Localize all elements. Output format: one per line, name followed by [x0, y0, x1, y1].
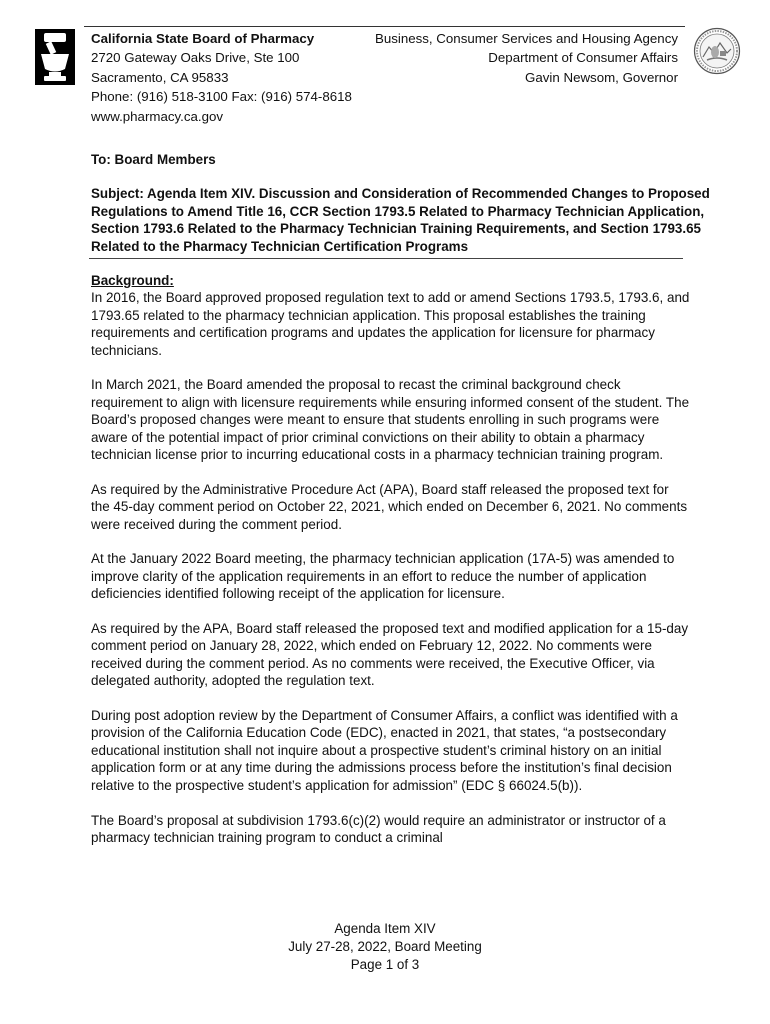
phone-fax: Phone: (916) 518-3100 Fax: (916) 574-8618 — [91, 89, 352, 105]
paragraph-1: In 2016, the Board approved proposed regulation text to add or amend Sections 1793.5, 1793.6, and 1793.65 related to the pharmacy technician application. This proposal establishes the training requirements and certification programs and updates the application for licensure for pharmacy technicians. — [91, 290, 690, 358]
header-rule — [84, 26, 685, 27]
subject-rule — [89, 258, 683, 259]
agency-block — [375, 29, 678, 87]
governor-name: Gavin Newsom, Governor — [525, 69, 678, 85]
memo-subject: Subject: Agenda Item XIV. Discussion and Consideration of Recommended Changes to Proposed Regulations to Amend Title 16, CCR Section 1793.5 Related to Pharmacy Technician Application, Section 1793.6 Related to the Pharmacy Technician Training Requirements, and Section 1793.65 Related to the Pharmacy Technician Certification Programs — [91, 186, 710, 254]
page-footer — [0, 920, 770, 973]
address-line-1: 2720 Gateway Oaks Drive, Ste 100 — [91, 50, 300, 66]
footer-agenda-item: Agenda Item XIV — [334, 921, 436, 936]
footer-meeting-date: July 27-28, 2022, Board Meeting — [288, 938, 482, 954]
agency-name: Business, Consumer Services and Housing Agency — [374, 31, 678, 46]
website-link[interactable]: www.pharmacy.ca.gov — [91, 108, 224, 124]
board-contact-block — [91, 29, 352, 126]
org-name: California State Board of Pharmacy — [91, 31, 315, 46]
department-name: Department of Consumer Affairs — [488, 50, 678, 66]
paragraph-2: In March 2021, the Board amended the proposal to recast the criminal background check requirement to align with licensure requirements while ensuring informed consent of the student. The Board’s proposed changes were meant to ensure that students enrolling in such programs were aware of the potential impact of prior criminal convictions on their ability to obtain a pharmacy technician license prior to incurring educational costs in a pharmacy technician training program. — [91, 377, 690, 463]
california-state-seal-icon — [693, 27, 741, 75]
background-heading: Background: — [91, 273, 174, 288]
paragraph-4: At the January 2022 Board meeting, the pharmacy technician application (17A-5) was amended to improve clarity of the application requirements in an effort to reduce the number of application deficiencies identified following receipt of the application for licensure. — [91, 551, 675, 602]
paragraph-5: As required by the APA, Board staff released the proposed text and modified application for a 15-day comment period on January 28, 2022, which ended on February 12, 2022. No comments were received during the comment period. As no comments were received, the Executive Officer, via delegated authority, adopted the regulation text. — [91, 621, 689, 689]
paragraph-7: The Board’s proposal at subdivision 1793.6(c)(2) would require an administrator or instructor of a pharmacy technician training program to conduct a criminal — [91, 812, 666, 845]
address-line-2: Sacramento, CA 95833 — [91, 69, 229, 85]
mortar-pestle-icon — [32, 27, 78, 87]
paragraph-6: During post adoption review by the Department of Consumer Affairs, a conflict was identified with a provision of the California Education Code (EDC), enacted in 2021, that states, “a postsecondary educational institution shall not inquire about a prospective student’s criminal history on an initial application form or at any time during the admissions process before the institution’s final decision relative to the prospective student’s application for admission” (EDC § 66024.5(b)). — [91, 708, 678, 793]
memo-body — [91, 272, 691, 864]
paragraph-3: As required by the Administrative Procedure Act (APA), Board staff released the proposed text for the 45-day comment period on October 22, 2021, which ended on December 6, 2021. No comments were received during the comment period. — [91, 481, 688, 532]
memo-to: To: Board Members — [91, 152, 216, 167]
footer-page-number: Page 1 of 3 — [350, 956, 420, 972]
